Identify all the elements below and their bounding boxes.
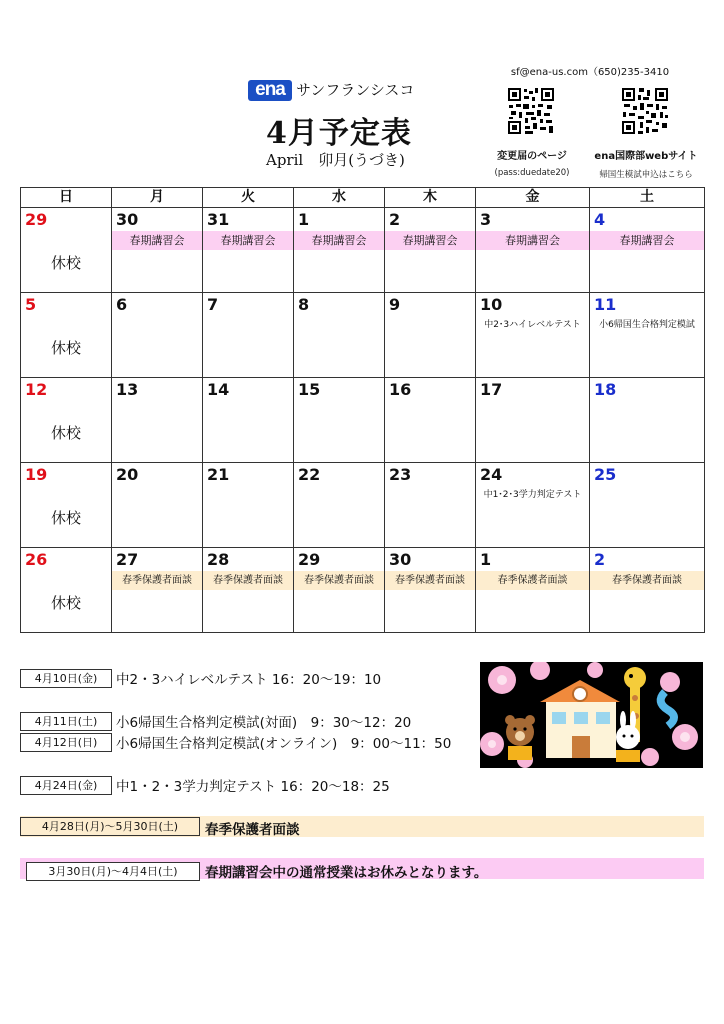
event-band: 春期講習会 (112, 231, 202, 250)
calendar-week-row (21, 548, 705, 633)
event-label: 小6帰国生合格判定模試 (599, 320, 695, 330)
calendar-week-row (21, 293, 705, 378)
calendar-day-cell (476, 378, 590, 463)
holiday-label: 休校 (51, 509, 82, 527)
calendar-day-cell (112, 293, 203, 378)
day-number: 1 (298, 210, 310, 229)
day-number: 20 (116, 465, 139, 484)
day-number: 14 (207, 380, 230, 399)
event-band: 春期講習会 (294, 231, 384, 250)
note-date-tag: 4月28日(月)〜5月30日(土) (20, 817, 200, 836)
day-number: 29 (298, 550, 321, 569)
note-text: 中1・2・3学力判定テスト 16：20〜18：25 (116, 779, 390, 795)
note-text: 小6帰国生合格判定模試(対面) 9：30〜12：20 (116, 715, 412, 731)
day-number: 21 (207, 465, 230, 484)
event-band: 春期講習会 (203, 231, 293, 250)
contact-info: sf@ena-us.com（650)235-3410 (510, 67, 670, 78)
day-number: 7 (207, 295, 219, 314)
day-number: 12 (25, 380, 48, 399)
qr-website-label: ena国際部webサイト (594, 151, 698, 162)
day-number: 10 (480, 295, 503, 314)
calendar-day-cell (385, 463, 476, 548)
calendar-day-cell (294, 463, 385, 548)
calendar-day-cell (203, 463, 294, 548)
day-number: 30 (116, 210, 139, 229)
event-band: 春期講習会 (476, 231, 589, 250)
page-title: 4月予定表 (266, 116, 412, 151)
holiday-label: 休校 (51, 339, 82, 357)
event-label: 中2･3ハイレベルテスト (484, 320, 581, 330)
branch-name: サンフランシスコ (296, 81, 415, 99)
calendar-day-cell (476, 548, 590, 633)
qr-code-icon[interactable] (621, 87, 669, 135)
event-label: 中1･2･3学力判定テスト (483, 490, 582, 500)
day-number: 3 (480, 210, 492, 229)
weekday-header: 水 (294, 188, 385, 208)
day-number: 16 (389, 380, 412, 399)
day-number: 13 (116, 380, 139, 399)
calendar-week-row (21, 208, 705, 293)
note-text: 春期講習会中の通常授業はお休みとなります。 (205, 865, 488, 881)
day-number: 24 (480, 465, 503, 484)
calendar-day-cell (112, 208, 203, 293)
day-number: 28 (207, 550, 230, 569)
day-number: 5 (25, 295, 37, 314)
event-band: 春季保護者面談 (590, 571, 704, 590)
calendar-day-cell (590, 293, 705, 378)
calendar-day-cell (21, 378, 112, 463)
qr-change-form-label: 変更届のページ (497, 151, 567, 162)
day-number: 18 (594, 380, 617, 399)
event-band: 春期講習会 (385, 231, 475, 250)
qr-code-icon[interactable] (507, 87, 555, 135)
ena-logo: ena (248, 80, 292, 101)
qr-website-sub: 帰国生模試申込はこちら (599, 170, 693, 180)
event-band: 春季保護者面談 (203, 571, 293, 590)
calendar-day-cell (21, 293, 112, 378)
weekday-header: 木 (385, 188, 476, 208)
day-number: 25 (594, 465, 617, 484)
event-band: 春季保護者面談 (112, 571, 202, 590)
day-number: 29 (25, 210, 48, 229)
day-number: 31 (207, 210, 230, 229)
calendar-day-cell (112, 463, 203, 548)
note-date-tag: 4月11日(土) (20, 712, 112, 731)
day-number: 9 (389, 295, 401, 314)
day-number: 22 (298, 465, 321, 484)
calendar-day-cell (385, 378, 476, 463)
page-subtitle: April 卯月(うづき) (266, 151, 405, 169)
spring-illustration (480, 662, 703, 768)
calendar-day-cell (294, 293, 385, 378)
calendar-day-cell (590, 378, 705, 463)
note-date-tag: 4月24日(金) (20, 776, 112, 795)
calendar-day-cell (112, 548, 203, 633)
calendar-day-cell (590, 208, 705, 293)
note-date-tag: 4月12日(日) (20, 733, 112, 752)
calendar-day-cell (294, 378, 385, 463)
qr-change-form-password: (pass:duedate20) (494, 168, 570, 178)
day-number: 6 (116, 295, 128, 314)
note-text: 中2・3ハイレベルテスト 16：20〜19：10 (116, 672, 382, 688)
weekday-header: 火 (203, 188, 294, 208)
calendar-day-cell (385, 548, 476, 633)
note-text: 小6帰国生合格判定模試(オンライン) 9：00〜11：50 (116, 736, 452, 752)
day-number: 4 (594, 210, 606, 229)
calendar-table (20, 187, 705, 633)
calendar-day-cell (203, 548, 294, 633)
calendar-day-cell (203, 378, 294, 463)
weekday-header-row (21, 188, 705, 208)
calendar-day-cell (294, 208, 385, 293)
day-number: 17 (480, 380, 503, 399)
calendar-day-cell (21, 548, 112, 633)
calendar-day-cell (203, 293, 294, 378)
calendar-day-cell (476, 208, 590, 293)
note-date-tag: 4月10日(金) (20, 669, 112, 688)
calendar-day-cell (385, 208, 476, 293)
calendar-day-cell (112, 378, 203, 463)
calendar-day-cell (476, 293, 590, 378)
calendar-day-cell (590, 463, 705, 548)
day-number: 26 (25, 550, 48, 569)
weekday-header: 金 (476, 188, 590, 208)
day-number: 2 (389, 210, 401, 229)
weekday-header: 月 (112, 188, 203, 208)
calendar-day-cell (385, 293, 476, 378)
weekday-header: 土 (590, 188, 705, 208)
holiday-label: 休校 (51, 254, 82, 272)
calendar-day-cell (21, 208, 112, 293)
calendar-day-cell (294, 548, 385, 633)
calendar-day-cell (476, 463, 590, 548)
event-band: 春季保護者面談 (385, 571, 475, 590)
holiday-label: 休校 (51, 424, 82, 442)
day-number: 27 (116, 550, 139, 569)
calendar-day-cell (590, 548, 705, 633)
day-number: 23 (389, 465, 412, 484)
weekday-header: 日 (21, 188, 112, 208)
day-number: 8 (298, 295, 310, 314)
day-number: 11 (594, 295, 617, 314)
event-band: 春期講習会 (590, 231, 704, 250)
day-number: 2 (594, 550, 606, 569)
day-number: 1 (480, 550, 492, 569)
calendar-day-cell (203, 208, 294, 293)
calendar-week-row (21, 378, 705, 463)
note-text: 春季保護者面談 (205, 822, 300, 838)
day-number: 19 (25, 465, 48, 484)
note-date-tag: 3月30日(月)〜4月4日(土) (26, 862, 200, 881)
holiday-label: 休校 (51, 594, 82, 612)
event-band: 春季保護者面談 (294, 571, 384, 590)
day-number: 15 (298, 380, 321, 399)
calendar-day-cell (21, 463, 112, 548)
calendar-week-row (21, 463, 705, 548)
event-band: 春季保護者面談 (476, 571, 589, 590)
day-number: 30 (389, 550, 412, 569)
